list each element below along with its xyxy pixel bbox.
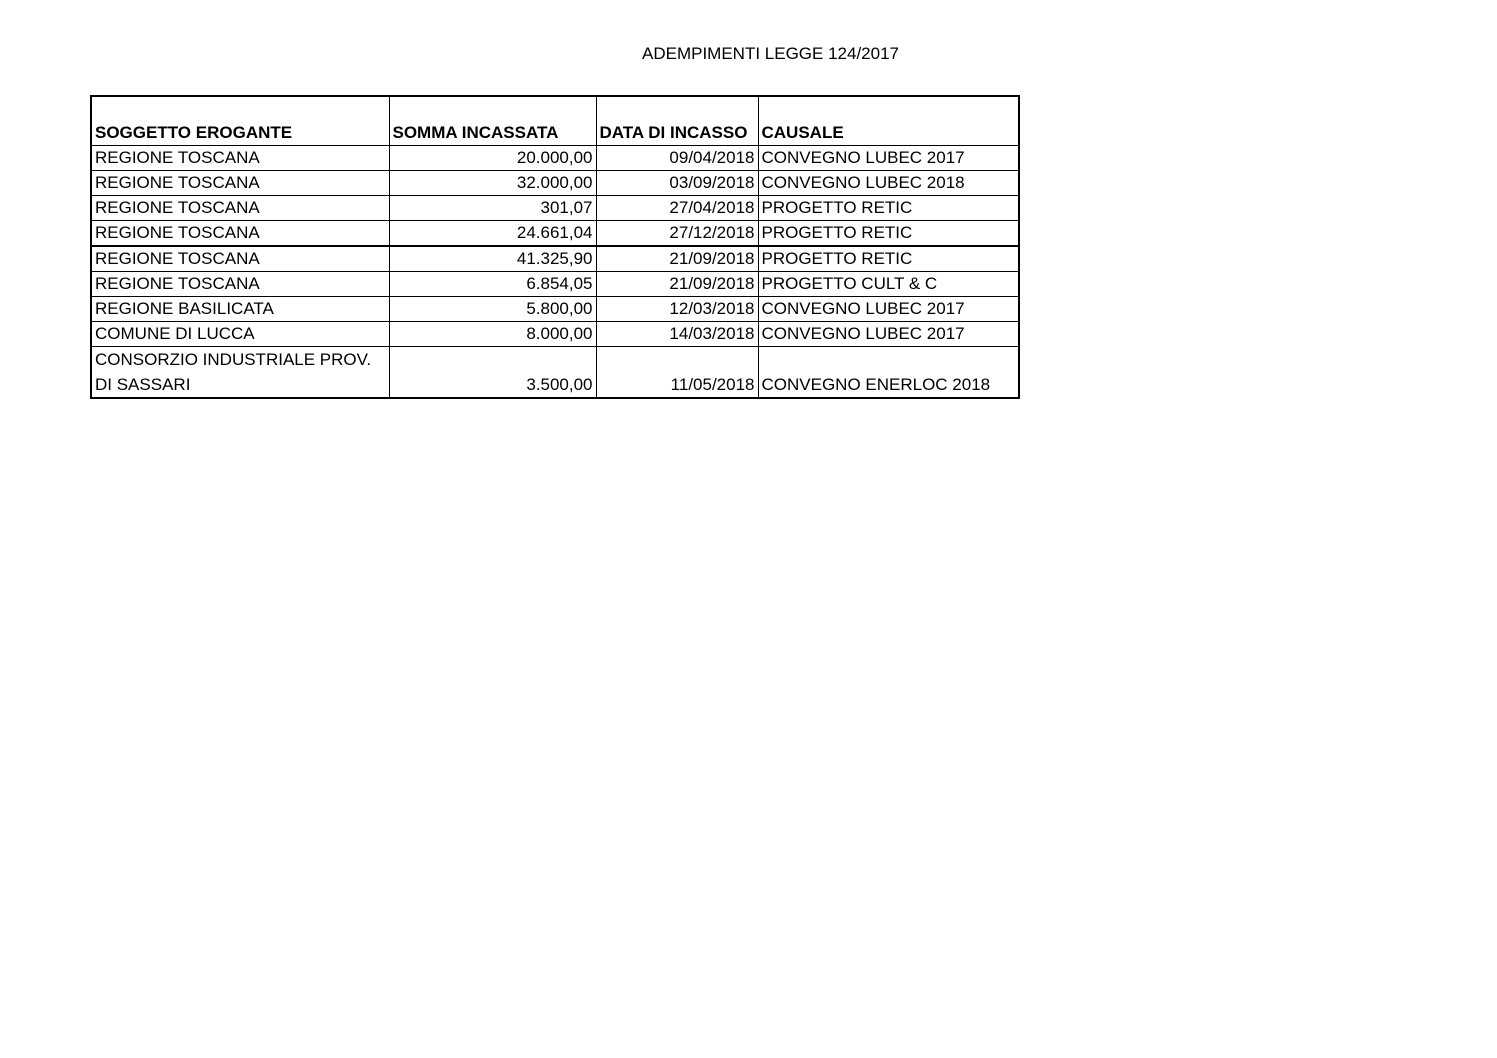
table-row xyxy=(91,347,1019,399)
cell-somma: 32.000,00 xyxy=(389,171,596,196)
cell-soggetto: REGIONE TOSCANA xyxy=(91,246,389,272)
cell-causale: PROGETTO CULT & C xyxy=(758,272,1019,297)
table-row xyxy=(91,196,1019,221)
cell-somma: 24.661,04 xyxy=(389,221,596,247)
payments-table xyxy=(90,95,1020,399)
header-data-di-incasso: DATA DI INCASSO xyxy=(596,96,758,146)
header-soggetto-erogante: SOGGETTO EROGANTE xyxy=(91,96,389,146)
cell-soggetto: CONSORZIO INDUSTRIALE PROV. DI SASSARI xyxy=(91,347,389,399)
cell-causale: CONVEGNO LUBEC 2017 xyxy=(758,322,1019,347)
cell-data: 12/03/2018 xyxy=(596,297,758,322)
cell-causale: CONVEGNO ENERLOC 2018 xyxy=(758,347,1019,399)
cell-soggetto: REGIONE TOSCANA xyxy=(91,272,389,297)
table-row xyxy=(91,272,1019,297)
table-header-row xyxy=(91,96,1019,146)
cell-data: 27/12/2018 xyxy=(596,221,758,247)
cell-somma: 6.854,05 xyxy=(389,272,596,297)
document-title: ADEMPIMENTI LEGGE 124/2017 xyxy=(642,44,899,63)
table-row xyxy=(91,322,1019,347)
header-causale: CAUSALE xyxy=(758,96,1019,146)
cell-causale: PROGETTO RETIC xyxy=(758,221,1019,247)
cell-soggetto: REGIONE BASILICATA xyxy=(91,297,389,322)
header-somma-incassata: SOMMA INCASSATA xyxy=(389,96,596,146)
cell-soggetto: REGIONE TOSCANA xyxy=(91,146,389,171)
cell-causale: CONVEGNO LUBEC 2017 xyxy=(758,146,1019,171)
cell-causale: CONVEGNO LUBEC 2017 xyxy=(758,297,1019,322)
cell-causale: CONVEGNO LUBEC 2018 xyxy=(758,171,1019,196)
cell-somma: 20.000,00 xyxy=(389,146,596,171)
table-row xyxy=(91,221,1019,247)
cell-soggetto: REGIONE TOSCANA xyxy=(91,196,389,221)
cell-somma: 3.500,00 xyxy=(389,347,596,399)
cell-somma: 5.800,00 xyxy=(389,297,596,322)
table-row xyxy=(91,146,1019,171)
cell-causale: PROGETTO RETIC xyxy=(758,246,1019,272)
table-row xyxy=(91,297,1019,322)
cell-soggetto: COMUNE DI LUCCA xyxy=(91,322,389,347)
cell-somma: 301,07 xyxy=(389,196,596,221)
cell-data: 11/05/2018 xyxy=(596,347,758,399)
cell-somma: 8.000,00 xyxy=(389,322,596,347)
cell-data: 27/04/2018 xyxy=(596,196,758,221)
table-row xyxy=(91,171,1019,196)
cell-causale: PROGETTO RETIC xyxy=(758,196,1019,221)
cell-data: 21/09/2018 xyxy=(596,246,758,272)
cell-data: 09/04/2018 xyxy=(596,146,758,171)
cell-data: 14/03/2018 xyxy=(596,322,758,347)
cell-soggetto: REGIONE TOSCANA xyxy=(91,171,389,196)
cell-somma: 41.325,90 xyxy=(389,246,596,272)
cell-data: 03/09/2018 xyxy=(596,171,758,196)
cell-data: 21/09/2018 xyxy=(596,272,758,297)
table-row xyxy=(91,246,1019,272)
cell-soggetto: REGIONE TOSCANA xyxy=(91,221,389,247)
